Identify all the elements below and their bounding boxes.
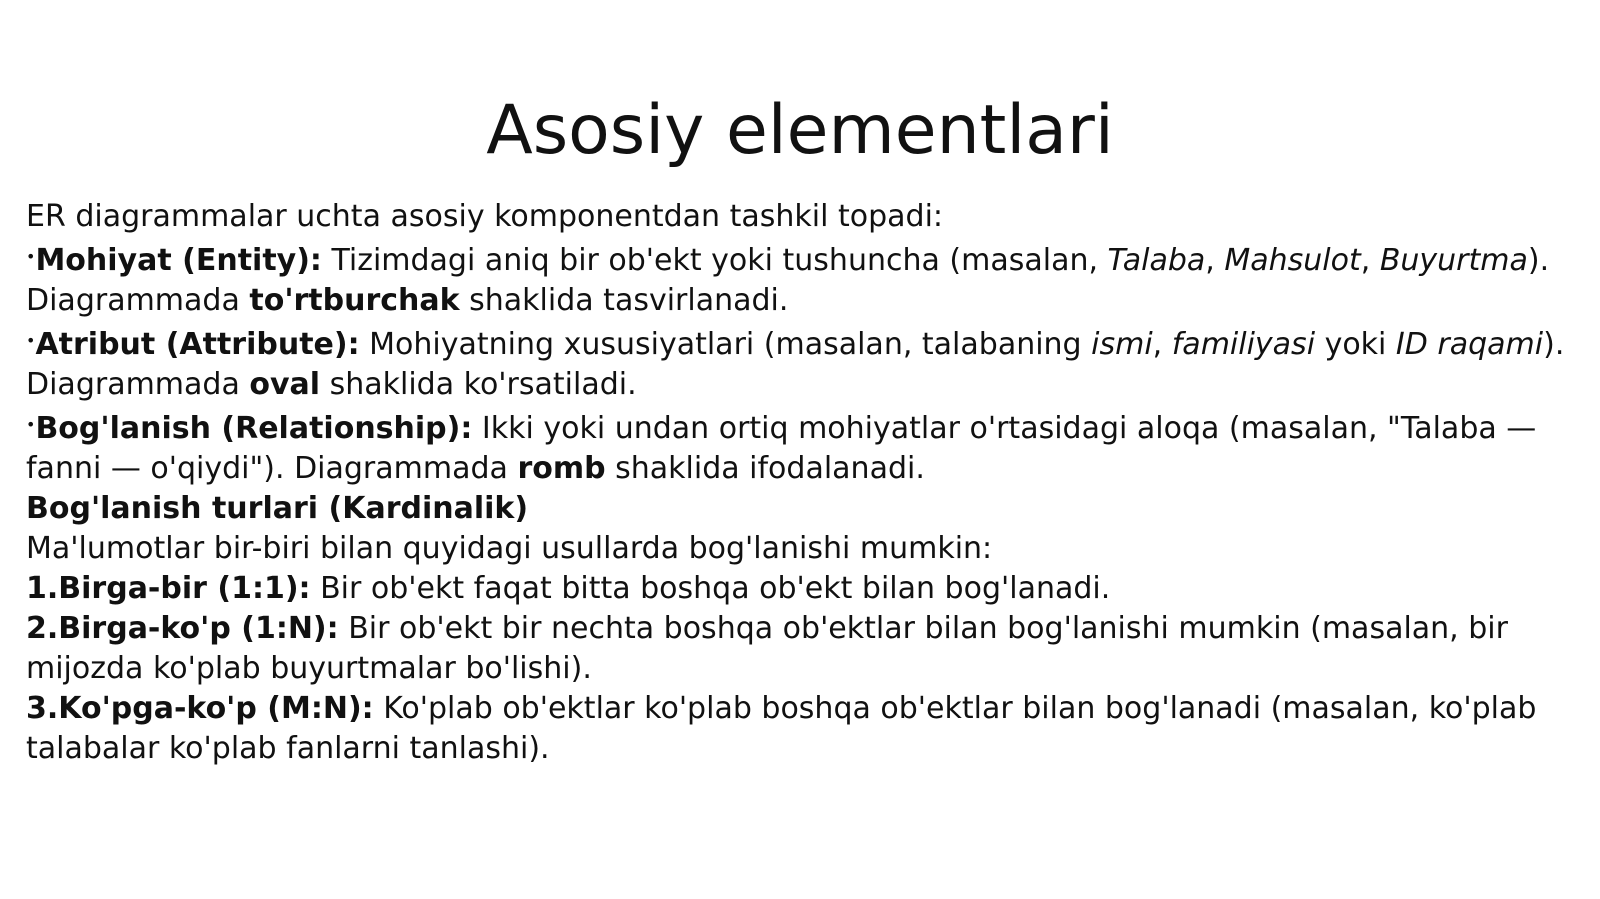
item-text: shaklida ifodalanadi.	[605, 451, 925, 486]
item-text: ). Diagrammada	[26, 327, 1565, 402]
cardinality-text: Bir ob'ekt bir nechta boshqa ob'ektlar bilan bog'lanishi mumkin (masalan, bir mijozda ko'plab buyurtmalar bo'lishi).	[26, 611, 1508, 686]
item-text: shaklida tasvirlanadi.	[459, 283, 789, 318]
item-text: ,	[1360, 243, 1380, 278]
item-example: Buyurtma	[1379, 243, 1528, 278]
list-item-entity	[26, 237, 1576, 321]
cardinality-item-one-to-one	[26, 569, 1576, 609]
item-example: Talaba	[1107, 243, 1206, 278]
section-heading: Bog'lanish turlari (Kardinalik)	[26, 491, 529, 526]
bullet-icon: •	[26, 247, 36, 266]
bullet-icon: •	[26, 415, 36, 434]
slide-body	[26, 197, 1576, 769]
item-text: ,	[1205, 243, 1225, 278]
section-intro: Ma'lumotlar bir-biri bilan quyidagi usullarda bog'lanishi mumkin:	[26, 531, 993, 566]
list-item-attribute	[26, 321, 1576, 405]
item-example: ID raqami	[1395, 327, 1544, 362]
item-text: Mohiyatning xususiyatlari (masalan, talabaning	[359, 327, 1092, 362]
item-label: Mohiyat (Entity):	[35, 243, 322, 278]
bullet-icon: •	[26, 331, 36, 350]
item-label: Atribut (Attribute):	[35, 327, 360, 362]
item-shape: oval	[249, 367, 321, 402]
item-text: ,	[1152, 327, 1172, 362]
item-text: shaklida ko'rsatiladi.	[320, 367, 637, 402]
list-item-relationship	[26, 405, 1576, 489]
cardinality-label: 1.Birga-bir (1:1):	[26, 571, 311, 606]
item-example: familiyasi	[1171, 327, 1316, 362]
item-text: ). Diagrammada	[26, 243, 1550, 318]
cardinality-text: Ko'plab ob'ektlar ko'plab boshqa ob'ektlar bilan bog'lanadi (masalan, ko'plab talabalar ko'plab fanlarni tanlashi).	[26, 691, 1537, 766]
item-label: Bog'lanish (Relationship):	[35, 411, 473, 446]
cardinality-item-many-to-many	[26, 689, 1576, 769]
item-example: Mahsulot	[1224, 243, 1361, 278]
item-text: yoki	[1315, 327, 1396, 362]
cardinality-text: Bir ob'ekt faqat bitta boshqa ob'ekt bilan bog'lanadi.	[310, 571, 1111, 606]
item-text: Tizimdagi aniq bir ob'ekt yoki tushuncha (masalan,	[321, 243, 1108, 278]
cardinality-label: 3.Ko'pga-ko'p (M:N):	[26, 691, 374, 726]
slide-title: Asosiy elementlari	[486, 91, 1114, 170]
item-shape: romb	[517, 451, 606, 486]
cardinality-item-one-to-many	[26, 609, 1576, 689]
intro-text: ER diagrammalar uchta asosiy komponentdan tashkil topadi:	[26, 199, 944, 234]
item-shape: to'rtburchak	[249, 283, 460, 318]
cardinality-label: 2.Birga-ko'p (1:N):	[26, 611, 339, 646]
item-text: Ikki yoki undan ortiq mohiyatlar o'rtasidagi aloqa (masalan, "Talaba — fanni — o'qiydi"). Diagrammada	[26, 411, 1537, 486]
item-example: ismi	[1091, 327, 1153, 362]
